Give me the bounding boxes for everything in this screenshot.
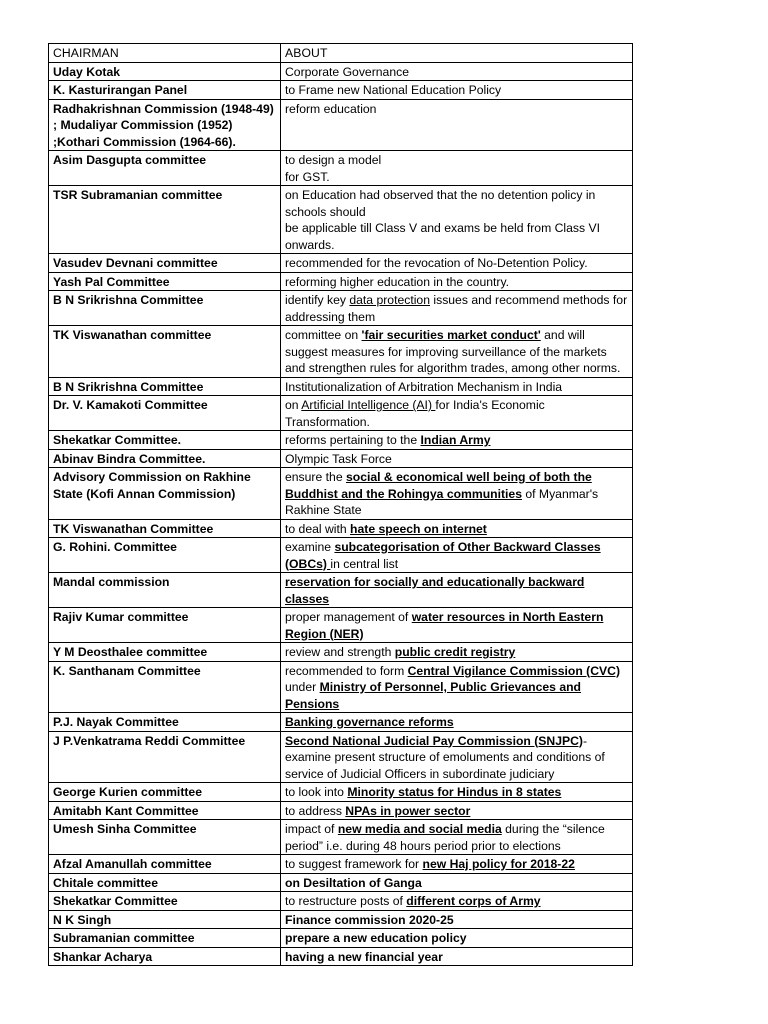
about-cell xyxy=(281,608,633,643)
chairman-cell: Yash Pal Committee xyxy=(49,272,281,291)
about-text-segment: reforming higher education in the country. xyxy=(285,274,510,289)
about-cell xyxy=(281,820,633,855)
about-text-segment: Finance commission 2020-25 xyxy=(285,912,454,927)
table-row xyxy=(49,151,633,186)
chairman-cell: Rajiv Kumar committee xyxy=(49,608,281,643)
about-cell xyxy=(281,62,633,81)
table-row xyxy=(49,254,633,273)
table-row xyxy=(49,713,633,732)
about-cell xyxy=(281,538,633,573)
about-text-segment: committee on xyxy=(285,328,362,342)
about-text-segment: Minority status for Hindus in 8 states xyxy=(347,785,562,799)
table-row xyxy=(49,291,633,326)
table-row xyxy=(49,820,633,855)
about-cell xyxy=(281,431,633,450)
table-row xyxy=(49,272,633,291)
table-row xyxy=(49,431,633,450)
about-cell xyxy=(281,661,633,713)
about-cell xyxy=(281,947,633,966)
about-cell xyxy=(281,272,633,291)
about-text-segment: Indian Army xyxy=(420,433,491,447)
table-row xyxy=(49,643,633,662)
about-text-segment: during the “silence period” i.e. during 48 hours period prior to elections xyxy=(285,822,605,853)
chairman-cell: B N Srikrishna Committee xyxy=(49,377,281,396)
about-text-segment: to address xyxy=(285,803,346,818)
about-text-segment: issues and recommend methods for addressing them xyxy=(285,293,628,324)
about-cell xyxy=(281,449,633,468)
chairman-cell: Abinav Bindra Committee. xyxy=(49,449,281,468)
about-text-segment: having a new financial year xyxy=(285,949,443,964)
table-row xyxy=(49,573,633,608)
about-column-header: ABOUT xyxy=(281,44,633,63)
table-row xyxy=(49,519,633,538)
about-text-segment: Ministry of Personnel, Public Grievances and Pensions xyxy=(285,680,581,711)
about-cell xyxy=(281,519,633,538)
chairman-cell: Dr. V. Kamakoti Committee xyxy=(49,396,281,431)
about-cell xyxy=(281,254,633,273)
about-text-segment: on Education had observed that the no detention policy in schools should xyxy=(285,188,596,219)
chairman-cell: K. Kasturirangan Panel xyxy=(49,81,281,100)
about-text-segment: recommended for the revocation of No-Detention Policy. xyxy=(285,256,588,270)
about-cell xyxy=(281,396,633,431)
chairman-cell: Subramanian committee xyxy=(49,929,281,948)
chairman-cell: Umesh Sinha Committee xyxy=(49,820,281,855)
about-cell xyxy=(281,892,633,911)
chairman-cell: P.J. Nayak Committee xyxy=(49,713,281,732)
about-text-segment: Second National Judicial Pay Commission (SNJPC) xyxy=(285,733,583,748)
about-text-segment: to look into xyxy=(285,785,348,799)
table-row xyxy=(49,873,633,892)
about-text-segment: Banking governance reforms xyxy=(285,715,454,729)
about-text-segment: subcategorisation of Other Backward Classes (OBCs) xyxy=(285,540,601,571)
about-text-segment: identify key xyxy=(285,293,350,307)
table-row xyxy=(49,608,633,643)
table-row xyxy=(49,947,633,966)
about-text-segment: Artificial Intelligence (AI) xyxy=(301,398,436,412)
table-row xyxy=(49,892,633,911)
about-text-segment: reforms pertaining to the xyxy=(285,433,421,447)
about-text-segment: be applicable till Class V and exams be held from Class VI onwards. xyxy=(285,221,600,252)
about-text-segment: reservation for socially and educationally backward classes xyxy=(285,575,585,606)
chairman-cell: Chitale committee xyxy=(49,873,281,892)
table-row xyxy=(49,99,633,151)
table-header-row xyxy=(49,44,633,63)
about-cell xyxy=(281,910,633,929)
about-text-segment: reform education xyxy=(285,101,377,116)
chairman-cell: Radhakrishnan Commission (1948-49) ; Mudaliyar Commission (1952) ;Kothari Commission (1964-66). xyxy=(49,99,281,151)
about-text-segment: hate speech on internet xyxy=(350,521,487,536)
chairman-cell: Afzal Amanullah committee xyxy=(49,855,281,874)
about-text-segment: proper management of xyxy=(285,610,412,624)
chairman-cell: George Kurien committee xyxy=(49,783,281,802)
table-row xyxy=(49,801,633,820)
about-text-segment: new media and social media xyxy=(337,822,502,836)
about-text-segment: on xyxy=(285,398,302,412)
about-text-segment: Olympic Task Force xyxy=(285,451,392,466)
chairman-cell: TK Viswanathan committee xyxy=(49,326,281,378)
chairman-cell: Amitabh Kant Committee xyxy=(49,801,281,820)
chairman-cell: Asim Dasgupta committee xyxy=(49,151,281,186)
about-text-segment: review and strength xyxy=(285,645,395,659)
table-row xyxy=(49,468,633,520)
about-text-segment: under xyxy=(285,680,320,694)
chairman-cell: Y M Deosthalee committee xyxy=(49,643,281,662)
about-text-segment: in central list xyxy=(330,556,399,571)
about-cell xyxy=(281,468,633,520)
committee-table-sheet xyxy=(48,43,632,966)
table-row xyxy=(49,783,633,802)
table-row xyxy=(49,910,633,929)
chairman-cell: TSR Subramanian committee xyxy=(49,186,281,254)
about-text-segment: data protection xyxy=(349,293,430,307)
chairman-cell: G. Rohini. Committee xyxy=(49,538,281,573)
chairman-column-header: CHAIRMAN xyxy=(49,44,281,63)
table-row xyxy=(49,396,633,431)
about-text-segment: on Desiltation of Ganga xyxy=(285,875,422,890)
chairman-cell: Shankar Acharya xyxy=(49,947,281,966)
about-text-segment: for GST. xyxy=(285,169,330,184)
about-text-segment: Central Vigilance Commission (CVC) xyxy=(407,663,621,678)
chairman-cell: Uday Kotak xyxy=(49,62,281,81)
about-text-segment: - examine present structure of emoluments and conditions of service of Judicial Officers in subordinate judiciary xyxy=(285,733,605,781)
about-text-segment: different corps of Army xyxy=(406,894,541,908)
table-row xyxy=(49,186,633,254)
table-row xyxy=(49,326,633,378)
about-text-segment: water resources in North Eastern Region (NER) xyxy=(285,610,604,641)
about-text-segment: examine xyxy=(285,540,335,554)
table-row xyxy=(49,929,633,948)
about-text-segment: to Frame new National Education Policy xyxy=(285,83,502,97)
chairman-cell: Advisory Commission on Rakhine State (Kofi Annan Commission) xyxy=(49,468,281,520)
about-cell xyxy=(281,731,633,783)
about-text-segment: NPAs in power sector xyxy=(345,803,471,818)
about-text-segment: of Myanmar's Rakhine State xyxy=(285,486,599,517)
about-cell xyxy=(281,643,633,662)
table-row xyxy=(49,377,633,396)
about-text-segment: Institutionalization of Arbitration Mechanism in India xyxy=(285,379,563,394)
about-text-segment: to restructure posts of xyxy=(285,894,407,908)
about-cell xyxy=(281,783,633,802)
about-cell xyxy=(281,873,633,892)
table-row xyxy=(49,538,633,573)
about-text-segment: to design a model xyxy=(285,153,382,167)
about-cell xyxy=(281,99,633,151)
about-text-segment: ensure the xyxy=(285,470,346,484)
chairman-cell: Vasudev Devnani committee xyxy=(49,254,281,273)
about-cell xyxy=(281,186,633,254)
about-text-segment: and will suggest measures for improving surveillance of the markets and strengthen rules for algorithm trades, among other norms. xyxy=(285,328,621,375)
about-text-segment: Corporate Governance xyxy=(285,64,409,79)
chairman-cell: TK Viswanathan Committee xyxy=(49,519,281,538)
table-row xyxy=(49,81,633,100)
about-text-segment: to suggest framework for xyxy=(285,857,423,871)
about-text-segment: social & economical well being of both the Buddhist and the Rohingya communities xyxy=(285,470,592,501)
table-body xyxy=(49,62,633,966)
about-cell xyxy=(281,855,633,874)
about-text-segment: recommended to form xyxy=(285,663,408,678)
about-text-segment: prepare a new education policy xyxy=(285,931,467,945)
about-cell xyxy=(281,81,633,100)
chairman-cell: Shekatkar Committee. xyxy=(49,431,281,450)
about-cell xyxy=(281,326,633,378)
about-cell xyxy=(281,151,633,186)
about-cell xyxy=(281,929,633,948)
about-cell xyxy=(281,377,633,396)
chairman-cell: Mandal commission xyxy=(49,573,281,608)
about-text-segment: impact of xyxy=(285,822,338,836)
about-cell xyxy=(281,713,633,732)
about-text-segment: for India's Economic Transformation. xyxy=(285,398,545,429)
table-row xyxy=(49,731,633,783)
chairman-cell: K. Santhanam Committee xyxy=(49,661,281,713)
table-row xyxy=(49,661,633,713)
chairman-cell: Shekatkar Committee xyxy=(49,892,281,911)
committee-table xyxy=(48,43,633,966)
table-row xyxy=(49,449,633,468)
chairman-cell: N K Singh xyxy=(49,910,281,929)
about-cell xyxy=(281,291,633,326)
about-text-segment: new Haj policy for 2018-22 xyxy=(422,857,575,871)
chairman-cell: J P.Venkatrama Reddi Committee xyxy=(49,731,281,783)
table-row xyxy=(49,62,633,81)
about-text-segment: public credit registry xyxy=(394,645,516,659)
about-text-segment: 'fair securities market conduct' xyxy=(361,328,541,342)
table-row xyxy=(49,855,633,874)
chairman-cell: B N Srikrishna Committee xyxy=(49,291,281,326)
about-cell xyxy=(281,573,633,608)
about-text-segment: to deal with xyxy=(285,521,351,536)
about-cell xyxy=(281,801,633,820)
